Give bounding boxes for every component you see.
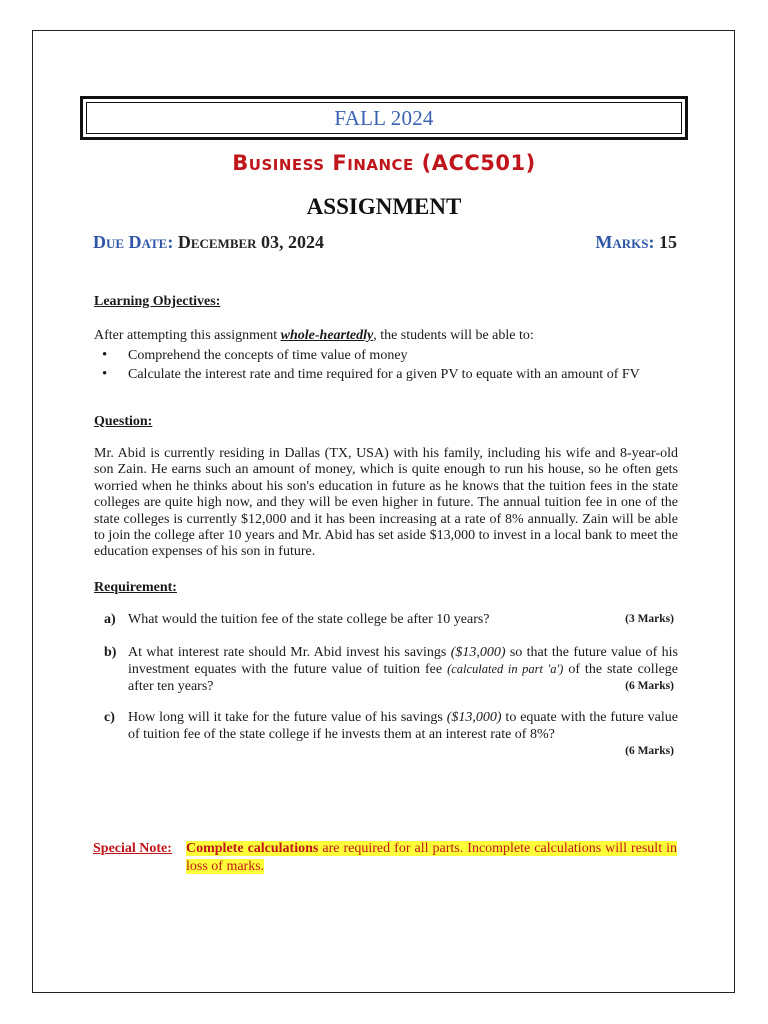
course-title: Business Finance (ACC501) [232, 151, 536, 175]
special-note-emphasis: Complete calculations [186, 841, 319, 856]
requirement-text-part: to equate with the future value of tuition fee of the state college if he invests them at an interest rate of 8%? [128, 710, 678, 742]
marks-value: 15 [659, 232, 677, 252]
requirement-letter: a) [104, 612, 116, 627]
savings-amount: ($13,000) [446, 710, 502, 725]
requirement-text: What would the tuition fee of the state college be after 10 years? [128, 612, 490, 627]
objectives-intro-emphasis: whole-heartedly [280, 328, 374, 343]
special-note [93, 840, 677, 876]
special-note-rest: are required for all parts. Incomplete calculations will result in loss of marks. [186, 841, 677, 874]
term-banner [80, 96, 688, 140]
objective-item: • Calculate the interest rate and time required for a given PV to equate with an amount of FV [100, 365, 640, 384]
question-text: Mr. Abid is currently residing in Dallas (TX, USA) with his family, including his wife and 8-year-old son Zain. He earns such an amount of money, which is quite enough to run his house, so he often gets worried when he thinks about his son's education in future as he knows that the tuition fees in the state colleges are quite high now, and they will be even higher in future. The annual tuition fee in one of the state colleges is currently $12,000 and it has been increasing at a rate of 8% annually. Zain will be able to join the college after 10 years and Mr. Abid has set aside $13,000 to invest in a local bank to meet the education expenses of his son in future. [94, 446, 678, 560]
requirement-marks: (6 Marks) [625, 680, 674, 692]
due-date-value: December 03, 2024 [177, 232, 325, 252]
due-date [93, 232, 324, 253]
objectives-intro-end: , the students will be able to: [373, 328, 534, 343]
requirement-text-part: of the state college after ten years? [128, 662, 679, 694]
requirement-item-c [104, 709, 678, 757]
marks-label: Marks: [595, 232, 655, 252]
term-label: FALL 2024 [86, 102, 682, 134]
requirement-text-part: so that the future value of his investment equates with the future value of tuition fee [128, 645, 678, 677]
requirement-text [128, 644, 678, 695]
requirement-letter: c) [104, 710, 115, 725]
total-marks [595, 232, 677, 253]
requirement-text [128, 709, 678, 743]
objectives-heading: Learning Objectives: [94, 294, 221, 309]
due-marks-row [93, 232, 677, 253]
objectives-intro-start: After attempting this assignment [94, 328, 281, 343]
special-note-text [186, 840, 677, 876]
requirement-letter: b) [104, 645, 117, 660]
requirement-text-part: At what interest rate should Mr. Abid invest his savings [128, 645, 451, 660]
objectives-intro [94, 328, 678, 344]
part-reference: (calculated in part 'a') [447, 662, 564, 676]
requirement-item-b [104, 644, 678, 695]
requirement-text-part: How long will it take for the future value of his savings [128, 710, 447, 725]
requirement-item-a [104, 611, 678, 628]
objective-item: • Comprehend the concepts of time value of money [100, 346, 640, 365]
objectives-list [100, 346, 640, 384]
requirement-marks: (6 Marks) [625, 745, 674, 757]
requirement-marks: (3 Marks) [625, 613, 674, 625]
due-date-label: Due Date: [93, 232, 174, 252]
question-heading: Question: [94, 414, 153, 429]
savings-amount: ($13,000) [450, 645, 506, 660]
requirement-heading: Requirement: [94, 580, 177, 595]
special-note-label: Special Note: [93, 841, 172, 856]
document-type-heading: ASSIGNMENT [306, 194, 462, 219]
